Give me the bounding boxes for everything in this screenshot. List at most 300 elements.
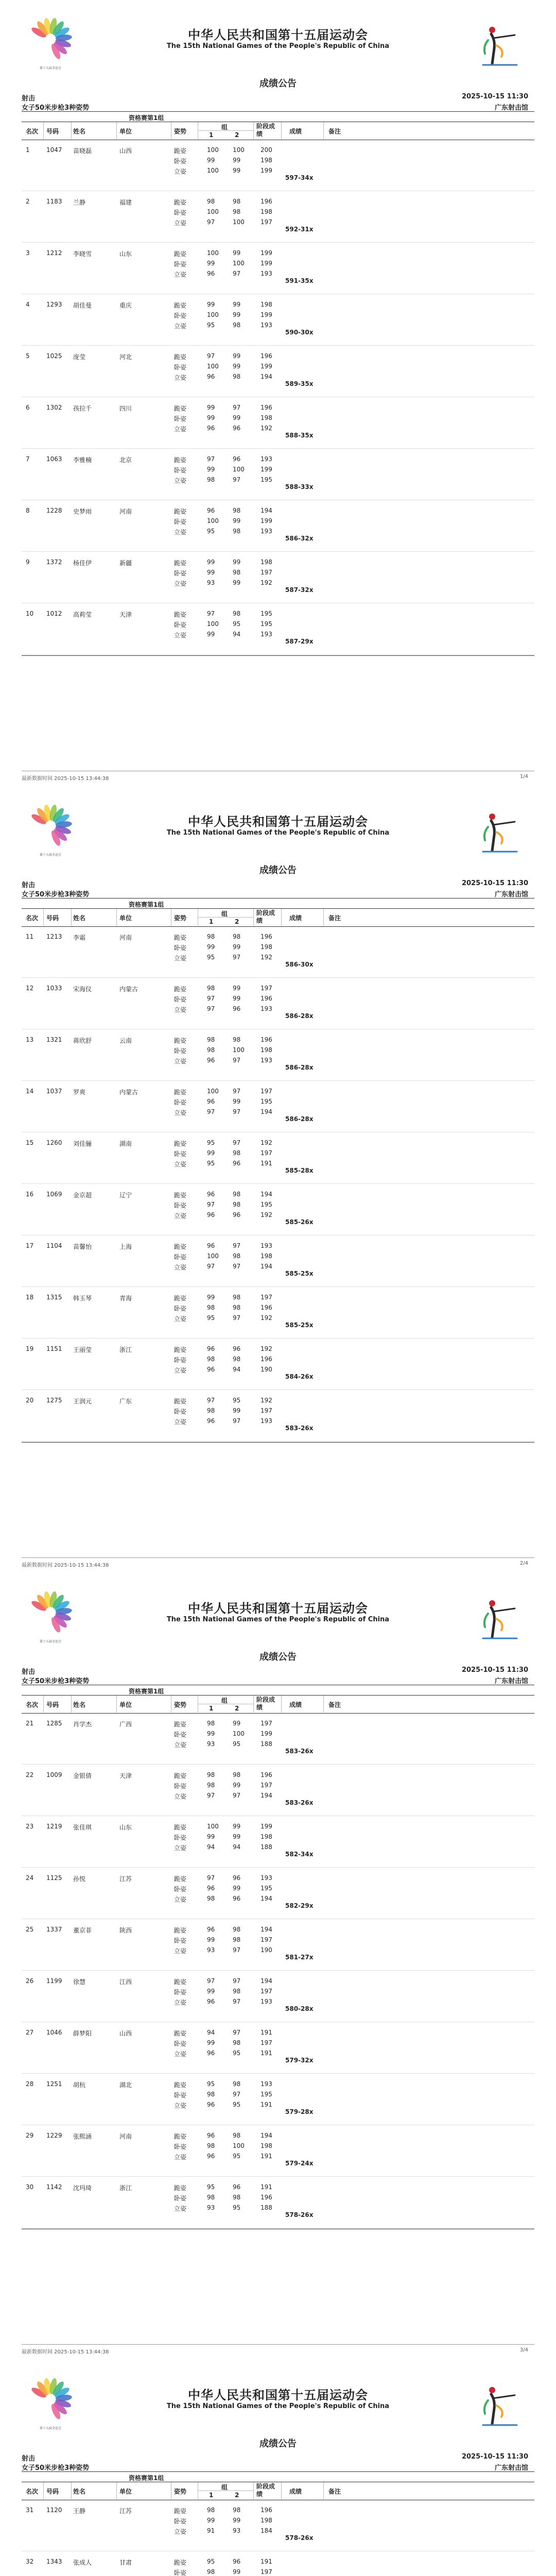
col-name-header: 姓名 bbox=[73, 128, 86, 135]
series-1-score: 96 bbox=[207, 1098, 215, 1105]
athlete-name: 薛梦阳 bbox=[73, 2030, 92, 2037]
series-1-score: 99 bbox=[207, 569, 215, 576]
position-label: 跪姿 bbox=[174, 934, 187, 941]
series-2-score: 99 bbox=[233, 311, 241, 318]
row-divider bbox=[22, 1764, 534, 1765]
position-label: 立姿 bbox=[174, 1947, 187, 1955]
stage-score: 191 bbox=[260, 2049, 272, 2057]
series-1-score: 97 bbox=[207, 1201, 215, 1208]
stage-score: 193 bbox=[260, 321, 272, 329]
position-label: 立姿 bbox=[174, 2050, 187, 2058]
unit-name: 江西 bbox=[119, 1978, 132, 1986]
position-label: 立姿 bbox=[174, 1741, 187, 1749]
unit-name: 天津 bbox=[119, 611, 132, 618]
unit-name: 湖北 bbox=[119, 2081, 132, 2089]
total-score: 585-25x bbox=[285, 1270, 314, 1277]
series-1-score: 99 bbox=[207, 157, 215, 164]
series-2-score: 98 bbox=[233, 610, 241, 617]
series-1-score: 93 bbox=[207, 1740, 215, 1748]
series-1-score: 93 bbox=[207, 579, 215, 586]
datetime: 2025-10-15 11:30 bbox=[461, 2453, 528, 2461]
col-unit-header: 单位 bbox=[119, 1701, 132, 1708]
position-label: 卧姿 bbox=[174, 1305, 187, 1312]
col-unit-header: 单位 bbox=[119, 914, 132, 922]
series-2-score: 100 bbox=[233, 260, 245, 267]
stage-score: 193 bbox=[260, 455, 272, 463]
series-1-score: 96 bbox=[207, 2132, 215, 2139]
series-2-score: 97 bbox=[233, 1242, 241, 1249]
unit-name: 内蒙古 bbox=[119, 986, 138, 993]
athlete-name: 张成人 bbox=[73, 2559, 92, 2566]
series-2-score: 99 bbox=[233, 2517, 241, 2524]
series-1-score: 98 bbox=[207, 985, 215, 992]
event-name: 女子50米步枪3种姿势 bbox=[22, 104, 90, 112]
rank: 23 bbox=[26, 1823, 34, 1830]
position-label: 跪姿 bbox=[174, 1875, 187, 1883]
series-1-score: 95 bbox=[207, 2080, 215, 2088]
unit-name: 江苏 bbox=[119, 1875, 132, 1883]
position-label: 跪姿 bbox=[174, 1037, 187, 1044]
table-row bbox=[22, 609, 534, 660]
position-label: 立姿 bbox=[174, 1844, 187, 1852]
rank: 14 bbox=[26, 1088, 34, 1095]
table-row bbox=[22, 1344, 534, 1396]
col-total-header: 成绩 bbox=[289, 128, 302, 135]
row-divider bbox=[22, 551, 534, 552]
stage-score: 184 bbox=[260, 2527, 272, 2534]
stage-score: 194 bbox=[260, 373, 272, 380]
table-row bbox=[22, 1976, 534, 2028]
round-label: 资格赛第1组 bbox=[129, 901, 164, 908]
stage-score: 196 bbox=[260, 1355, 272, 1363]
table-row bbox=[22, 1822, 534, 1873]
col-bib-header: 号码 bbox=[46, 1701, 59, 1708]
position-label: 立姿 bbox=[174, 1058, 187, 1065]
rank: 5 bbox=[26, 352, 30, 360]
position-label: 立姿 bbox=[174, 1109, 187, 1116]
athlete-name: 金银倩 bbox=[73, 1772, 92, 1780]
position-label: 跪姿 bbox=[174, 1721, 187, 1728]
stage-score: 198 bbox=[260, 1046, 272, 1054]
title-chinese: 中华人民共和国第十五届运动会 bbox=[188, 815, 368, 829]
athlete-name: 王静 bbox=[73, 2507, 86, 2515]
position-label: 跪姿 bbox=[174, 405, 187, 412]
series-2-score: 97 bbox=[233, 954, 241, 961]
athlete-name: 董京菲 bbox=[73, 1927, 92, 1934]
table-row bbox=[22, 2131, 534, 2182]
unit-name: 甘肃 bbox=[119, 2559, 132, 2566]
stage-score: 192 bbox=[260, 1314, 272, 1321]
col-s1-header: 1 bbox=[209, 131, 214, 139]
stage-score: 190 bbox=[260, 1946, 272, 1954]
header-divider bbox=[43, 2482, 44, 2499]
series-2-score: 96 bbox=[233, 425, 241, 432]
series-1-score: 100 bbox=[207, 363, 219, 370]
series-1-score: 96 bbox=[207, 2153, 215, 2160]
unit-name: 广西 bbox=[119, 1721, 132, 1728]
series-2-score: 100 bbox=[233, 1730, 245, 1737]
position-label: 卧姿 bbox=[174, 364, 187, 371]
unit-name: 河南 bbox=[119, 508, 132, 515]
total-score: 579-32x bbox=[285, 2057, 314, 2064]
athlete-name: 张熙涵 bbox=[73, 2133, 92, 2140]
series-2-score: 97 bbox=[233, 1139, 241, 1146]
position-label: 卧姿 bbox=[174, 2195, 187, 2202]
unit-name: 天津 bbox=[119, 1772, 132, 1780]
row-divider bbox=[22, 1183, 534, 1184]
athlete-name: 高莉莹 bbox=[73, 611, 92, 618]
header-divider bbox=[323, 122, 324, 139]
stage-score: 191 bbox=[260, 2029, 272, 2036]
header-rule bbox=[22, 898, 534, 899]
rank: 29 bbox=[26, 2132, 34, 2139]
position-label: 卧姿 bbox=[174, 2143, 187, 2150]
header-divider bbox=[323, 2482, 324, 2499]
position-label: 跪姿 bbox=[174, 2133, 187, 2140]
series-2-score: 99 bbox=[233, 943, 241, 951]
col-series-header: 组 bbox=[221, 1697, 228, 1704]
series-2-score: 95 bbox=[233, 2049, 241, 2057]
col-bib-header: 号码 bbox=[46, 2488, 59, 2495]
total-score: 586-28x bbox=[285, 1012, 314, 1020]
col-position-header: 姿势 bbox=[174, 2488, 187, 2495]
rank: 12 bbox=[26, 985, 34, 992]
table-row bbox=[22, 932, 534, 984]
unit-name: 内蒙古 bbox=[119, 1089, 138, 1096]
position-label: 立姿 bbox=[174, 632, 187, 639]
venue: 广东射击馆 bbox=[494, 891, 528, 899]
rank: 22 bbox=[26, 1771, 34, 1778]
stage-score: 193 bbox=[260, 270, 272, 277]
unit-name: 辽宁 bbox=[119, 1192, 132, 1199]
series-2-score: 98 bbox=[233, 569, 241, 576]
stage-score: 197 bbox=[260, 1720, 272, 1727]
total-score: 579-28x bbox=[285, 2108, 314, 2115]
table-row bbox=[22, 2505, 534, 2557]
position-label: 跪姿 bbox=[174, 1978, 187, 1986]
event-name: 女子50米步枪3种姿势 bbox=[22, 891, 90, 899]
stage-score: 197 bbox=[260, 1149, 272, 1157]
bib-number: 1293 bbox=[46, 301, 62, 308]
series-2-score: 96 bbox=[233, 2183, 241, 2191]
page-header bbox=[0, 787, 556, 859]
series-1-score: 100 bbox=[207, 146, 219, 154]
position-label: 立姿 bbox=[174, 1315, 187, 1323]
row-divider bbox=[22, 2073, 534, 2074]
title-english: The 15th National Games of the People's Republic of China bbox=[166, 829, 390, 837]
series-1-score: 99 bbox=[207, 301, 215, 308]
header-divider bbox=[253, 1696, 254, 1713]
rank: 26 bbox=[26, 1977, 34, 1985]
total-score: 587-29x bbox=[285, 638, 314, 645]
bib-number: 1104 bbox=[46, 1242, 62, 1249]
series-2-score: 100 bbox=[233, 2142, 245, 2149]
position-label: 跪姿 bbox=[174, 353, 187, 361]
col-rank-header: 名次 bbox=[26, 128, 39, 135]
footer-timestamp: 最新数据时间 2025-10-15 13:44:38 bbox=[22, 776, 109, 782]
stage-score: 194 bbox=[260, 1108, 272, 1115]
unit-name: 广东 bbox=[119, 1398, 132, 1405]
stage-score: 199 bbox=[260, 167, 272, 174]
col-series-header: 组 bbox=[221, 124, 228, 131]
series-1-score: 98 bbox=[207, 1771, 215, 1778]
series-1-score: 99 bbox=[207, 1936, 215, 1943]
bib-number: 1212 bbox=[46, 249, 62, 257]
series-2-score: 99 bbox=[233, 517, 241, 524]
series-1-score: 95 bbox=[207, 2558, 215, 2565]
col-stage-header: 阶段成绩 bbox=[256, 1696, 275, 1711]
series-1-score: 98 bbox=[207, 2194, 215, 2201]
athlete-name: 宋海仪 bbox=[73, 986, 92, 993]
athlete-name: 徐慧 bbox=[73, 1978, 86, 1986]
total-score: 592-31x bbox=[285, 226, 314, 233]
stage-score: 193 bbox=[260, 1057, 272, 1064]
position-label: 立姿 bbox=[174, 1418, 187, 1426]
rank: 16 bbox=[26, 1191, 34, 1198]
bib-number: 1025 bbox=[46, 352, 62, 360]
athlete-name: 王丽莹 bbox=[73, 1346, 92, 1353]
stage-score: 192 bbox=[260, 1211, 272, 1218]
col-stage-header: 阶段成绩 bbox=[256, 909, 275, 924]
stage-score: 196 bbox=[260, 198, 272, 205]
stage-score: 198 bbox=[260, 558, 272, 566]
header-divider bbox=[71, 2482, 72, 2499]
position-label: 立姿 bbox=[174, 580, 187, 587]
header-divider bbox=[281, 909, 282, 926]
stage-score: 193 bbox=[260, 1242, 272, 1249]
stage-score: 194 bbox=[260, 2132, 272, 2139]
series-2-score: 96 bbox=[233, 2558, 241, 2565]
position-label: 卧姿 bbox=[174, 158, 187, 165]
athlete-name: 兰静 bbox=[73, 199, 86, 206]
unit-name: 青海 bbox=[119, 1295, 132, 1302]
col-unit-header: 单位 bbox=[119, 128, 132, 135]
series-1-score: 98 bbox=[207, 1782, 215, 1789]
position-label: 跪姿 bbox=[174, 2559, 187, 2566]
bib-number: 1219 bbox=[46, 1823, 62, 1830]
series-2-score: 99 bbox=[233, 249, 241, 257]
position-label: 卧姿 bbox=[174, 1834, 187, 1841]
table-row bbox=[22, 506, 534, 557]
col-s2-header: 2 bbox=[235, 2492, 239, 2499]
rank: 25 bbox=[26, 1926, 34, 1933]
stage-score: 200 bbox=[260, 146, 272, 154]
position-label: 立姿 bbox=[174, 1161, 187, 1168]
series-2-score: 99 bbox=[233, 167, 241, 174]
bib-number: 1229 bbox=[46, 2132, 62, 2139]
athlete-name: 苗晓磊 bbox=[73, 147, 92, 155]
unit-name: 山西 bbox=[119, 2030, 132, 2037]
rank: 8 bbox=[26, 507, 30, 514]
position-label: 卧姿 bbox=[174, 518, 187, 526]
stage-score: 197 bbox=[260, 1294, 272, 1301]
series-2-score: 96 bbox=[233, 1211, 241, 1218]
bib-number: 1120 bbox=[46, 2506, 62, 2514]
position-label: 跪姿 bbox=[174, 456, 187, 464]
stage-score: 199 bbox=[260, 466, 272, 473]
col-note-header: 备注 bbox=[328, 1701, 341, 1708]
total-score: 586-30x bbox=[285, 961, 314, 968]
series-1-score: 95 bbox=[207, 2183, 215, 2191]
bib-number: 1142 bbox=[46, 2183, 62, 2191]
table-row bbox=[22, 1873, 534, 1925]
header-divider bbox=[323, 909, 324, 926]
series-1-score: 98 bbox=[207, 2568, 215, 2575]
series-1-score: 97 bbox=[207, 218, 215, 226]
shooting-pictogram-icon bbox=[481, 23, 520, 68]
series-2-score: 99 bbox=[233, 985, 241, 992]
series-1-score: 97 bbox=[207, 1005, 215, 1012]
series-1-score: 99 bbox=[207, 1833, 215, 1840]
shooting-pictogram-icon bbox=[481, 1596, 520, 1641]
row-divider bbox=[22, 1441, 534, 1442]
stage-score: 198 bbox=[260, 414, 272, 421]
series-2-score: 97 bbox=[233, 2091, 241, 2098]
page-number: 1/4 bbox=[519, 774, 528, 779]
series-1-score: 99 bbox=[207, 1294, 215, 1301]
result-page bbox=[0, 0, 556, 787]
stage-score: 197 bbox=[260, 1988, 272, 1995]
rank: 18 bbox=[26, 1294, 34, 1301]
position-label: 卧姿 bbox=[174, 2518, 187, 2525]
stage-score: 197 bbox=[260, 2039, 272, 2046]
athlete-name: 史梦雨 bbox=[73, 508, 92, 515]
notice-title: 成绩公告 bbox=[259, 865, 297, 876]
venue: 广东射击馆 bbox=[494, 2464, 528, 2472]
series-2-score: 98 bbox=[233, 1191, 241, 1198]
rank: 21 bbox=[26, 1720, 34, 1727]
col-note-header: 备注 bbox=[328, 128, 341, 135]
position-label: 跪姿 bbox=[174, 1192, 187, 1199]
bib-number: 1012 bbox=[46, 610, 62, 617]
row-divider bbox=[22, 345, 534, 346]
unit-name: 河南 bbox=[119, 2133, 132, 2140]
total-score: 586-32x bbox=[285, 535, 314, 542]
stage-score: 193 bbox=[260, 1005, 272, 1012]
stage-score: 194 bbox=[260, 1895, 272, 1902]
header-subdivider bbox=[198, 130, 253, 131]
position-label: 跪姿 bbox=[174, 986, 187, 993]
position-label: 卧姿 bbox=[174, 1731, 187, 1738]
page-number: 2/4 bbox=[519, 1561, 528, 1566]
header-divider bbox=[71, 122, 72, 139]
series-1-score: 99 bbox=[207, 1988, 215, 1995]
series-1-score: 100 bbox=[207, 517, 219, 524]
position-label: 卧姿 bbox=[174, 1783, 187, 1790]
series-1-score: 97 bbox=[207, 1108, 215, 1115]
table-row bbox=[22, 300, 534, 351]
bib-number: 1372 bbox=[46, 558, 62, 566]
table-header bbox=[22, 122, 534, 140]
title-english: The 15th National Games of the People's Republic of China bbox=[166, 1616, 390, 1623]
col-total-header: 成绩 bbox=[289, 2488, 302, 2495]
table-row bbox=[22, 248, 534, 300]
position-label: 卧姿 bbox=[174, 2569, 187, 2576]
position-label: 跪姿 bbox=[174, 1398, 187, 1405]
table-row bbox=[22, 1138, 534, 1190]
stage-score: 199 bbox=[260, 363, 272, 370]
position-label: 跪姿 bbox=[174, 611, 187, 618]
series-1-score: 98 bbox=[207, 2506, 215, 2514]
venue: 广东射击馆 bbox=[494, 1677, 528, 1685]
series-2-score: 98 bbox=[233, 2132, 241, 2139]
unit-name: 山东 bbox=[119, 250, 132, 258]
series-1-score: 93 bbox=[207, 2204, 215, 2211]
bib-number: 1275 bbox=[46, 1397, 62, 1404]
series-1-score: 96 bbox=[207, 2101, 215, 2108]
series-2-score: 97 bbox=[233, 1108, 241, 1115]
result-page bbox=[0, 787, 556, 1573]
series-1-score: 94 bbox=[207, 1843, 215, 1851]
col-total-header: 成绩 bbox=[289, 1701, 302, 1708]
stage-score: 194 bbox=[260, 1977, 272, 1985]
stage-score: 198 bbox=[260, 2517, 272, 2524]
svg-text:第十五届全运会: 第十五届全运会 bbox=[39, 2427, 62, 2430]
col-name-header: 姓名 bbox=[73, 2488, 86, 2495]
rank: 28 bbox=[26, 2080, 34, 2088]
position-label: 跪姿 bbox=[174, 2081, 187, 2089]
header-divider bbox=[43, 909, 44, 926]
series-2-score: 98 bbox=[233, 2506, 241, 2514]
series-2-score: 95 bbox=[233, 2204, 241, 2211]
notice-title: 成绩公告 bbox=[259, 2438, 297, 2449]
stage-score: 188 bbox=[260, 1843, 272, 1851]
athlete-name: 胡佳曼 bbox=[73, 302, 92, 309]
total-score: 582-34x bbox=[285, 1851, 314, 1858]
bib-number: 1183 bbox=[46, 198, 62, 205]
series-2-score: 97 bbox=[233, 2029, 241, 2036]
position-label: 卧姿 bbox=[174, 621, 187, 629]
position-label: 卧姿 bbox=[174, 415, 187, 422]
series-2-score: 97 bbox=[233, 476, 241, 483]
unit-name: 上海 bbox=[119, 1243, 132, 1250]
series-2-score: 99 bbox=[233, 414, 241, 421]
round-label: 资格赛第1组 bbox=[129, 1688, 164, 1695]
total-score: 588-35x bbox=[285, 432, 314, 439]
footer-rule bbox=[22, 2344, 534, 2345]
col-rank-header: 名次 bbox=[26, 1701, 39, 1708]
bib-number: 1037 bbox=[46, 1088, 62, 1095]
position-label: 立姿 bbox=[174, 2154, 187, 2161]
series-2-score: 96 bbox=[233, 1874, 241, 1882]
col-stage-header: 阶段成绩 bbox=[256, 2483, 275, 2498]
bib-number: 1033 bbox=[46, 985, 62, 992]
series-2-score: 99 bbox=[233, 995, 241, 1002]
bib-number: 1321 bbox=[46, 1036, 62, 1043]
page-number: 3/4 bbox=[519, 2347, 528, 2353]
stage-score: 195 bbox=[260, 1098, 272, 1105]
series-2-score: 99 bbox=[233, 1720, 241, 1727]
series-1-score: 98 bbox=[207, 1720, 215, 1727]
total-score: 597-34x bbox=[285, 174, 314, 181]
total-score: 586-28x bbox=[285, 1064, 314, 1071]
athlete-name: 蒋欣舒 bbox=[73, 1037, 92, 1044]
col-stage-header: 阶段成绩 bbox=[256, 123, 275, 138]
series-2-score: 97 bbox=[233, 1998, 241, 2005]
series-2-score: 99 bbox=[233, 1782, 241, 1789]
series-1-score: 96 bbox=[207, 1345, 215, 1352]
page-header bbox=[0, 2360, 556, 2432]
series-2-score: 97 bbox=[233, 1314, 241, 1321]
position-label: 卧姿 bbox=[174, 570, 187, 577]
bib-number: 1343 bbox=[46, 2558, 62, 2565]
series-2-score: 95 bbox=[233, 1397, 241, 1404]
series-2-score: 95 bbox=[233, 620, 241, 628]
stage-score: 198 bbox=[260, 1833, 272, 1840]
position-label: 卧姿 bbox=[174, 209, 187, 216]
header-divider bbox=[323, 1696, 324, 1713]
total-score: 583-26x bbox=[285, 1425, 314, 1432]
